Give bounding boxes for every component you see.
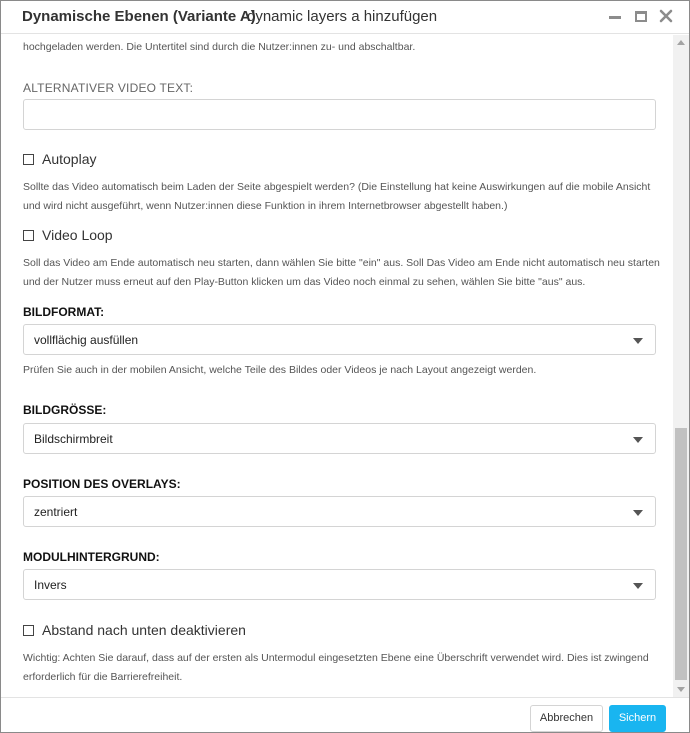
chevron-down-icon bbox=[633, 437, 643, 443]
scroll-down-icon[interactable] bbox=[677, 687, 685, 692]
overlay-position-value: zentriert bbox=[34, 505, 78, 519]
bildgroesse-label: BILDGRÖSSE: bbox=[23, 403, 107, 417]
video-loop-row[interactable] bbox=[23, 227, 223, 247]
abstand-label[interactable]: Abstand nach unten deaktivieren bbox=[42, 622, 246, 638]
modulhintergrund-label: MODULHINTERGRUND: bbox=[23, 550, 160, 564]
modulhintergrund-value: Invers bbox=[34, 578, 67, 592]
maximize-icon[interactable] bbox=[632, 7, 650, 25]
video-loop-label[interactable]: Video Loop bbox=[42, 227, 113, 243]
title-bar bbox=[1, 1, 689, 34]
video-loop-help: Soll das Video am Ende automatisch neu starten, dann wählen Sie bitte "ein" aus. Soll Das Video am Ende nicht automatisch neu starten und der Nutzer muss erneut auf den Play-Button klicken um das Video noch einmal zu sehen, wählen Sie bitte "aus" aus. bbox=[23, 257, 660, 288]
dialog-subtitle: dynamic layers a hinzufügen bbox=[247, 8, 438, 25]
bildgroesse-select[interactable] bbox=[23, 423, 656, 454]
cancel-button[interactable]: Abbrechen bbox=[530, 705, 603, 732]
autoplay-label[interactable]: Autoplay bbox=[42, 151, 97, 167]
video-loop-checkbox[interactable] bbox=[23, 230, 34, 241]
minimize-icon[interactable] bbox=[606, 7, 624, 25]
bildformat-select[interactable] bbox=[23, 324, 656, 355]
abstand-row[interactable] bbox=[23, 622, 323, 642]
intro-text: hochgeladen werden. Die Untertitel sind durch die Nutzer:innen zu- und abschaltbar. bbox=[23, 41, 416, 53]
bildformat-value: vollflächig ausfüllen bbox=[34, 333, 139, 347]
abstand-help: Wichtig: Achten Sie darauf, dass auf der ersten als Untermodul eingesetzten Ebene eine Überschrift verwendet wird. Dies ist zwingend erforderlich für die Barrierefreiheit. bbox=[23, 652, 649, 683]
bildformat-label: BILDFORMAT: bbox=[23, 305, 105, 319]
alt-video-text-label: ALTERNATIVER VIDEO TEXT: bbox=[23, 81, 194, 95]
overlay-position-label: POSITION DES OVERLAYS: bbox=[23, 477, 181, 491]
dialog-footer bbox=[1, 697, 689, 732]
form-content[interactable] bbox=[1, 35, 673, 697]
alt-video-text-input[interactable] bbox=[23, 99, 656, 130]
vertical-scrollbar[interactable] bbox=[673, 35, 689, 697]
abstand-checkbox[interactable] bbox=[23, 625, 34, 636]
scroll-up-icon[interactable] bbox=[677, 40, 685, 45]
chevron-down-icon bbox=[633, 583, 643, 589]
scrollbar-thumb[interactable] bbox=[675, 428, 687, 680]
autoplay-help: Sollte das Video automatisch beim Laden der Seite abgespielt werden? (Die Einstellung hat keine Auswirkungen auf die mobile Ansicht und wird nicht ausgeführt, wenn Nutzer:innen diese Funktion in ihrem Internetbrowser abgestellt haben.) bbox=[23, 181, 651, 212]
close-icon[interactable] bbox=[657, 7, 675, 25]
overlay-position-select[interactable] bbox=[23, 496, 656, 527]
autoplay-row[interactable] bbox=[23, 151, 223, 171]
bildgroesse-value: Bildschirmbreit bbox=[34, 432, 113, 446]
dialog-title: Dynamische Ebenen (Variante A) bbox=[22, 8, 256, 25]
chevron-down-icon bbox=[633, 510, 643, 516]
autoplay-checkbox[interactable] bbox=[23, 154, 34, 165]
save-button[interactable]: Sichern bbox=[609, 705, 666, 732]
bildformat-help: Prüfen Sie auch in der mobilen Ansicht, welche Teile des Bildes oder Videos je nach Layout angezeigt werden. bbox=[23, 364, 537, 376]
modulhintergrund-select[interactable] bbox=[23, 569, 656, 600]
chevron-down-icon bbox=[633, 338, 643, 344]
